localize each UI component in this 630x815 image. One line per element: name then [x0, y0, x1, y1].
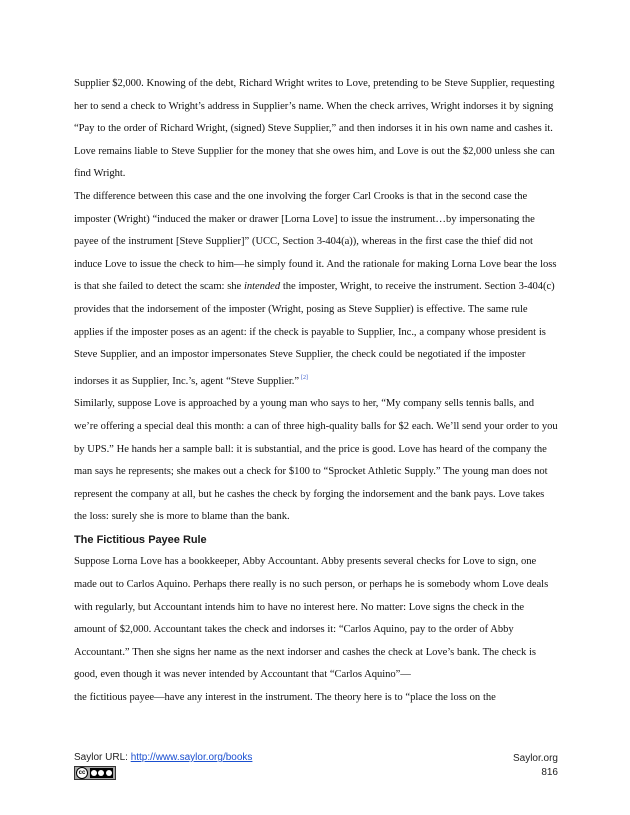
paragraph-4-text: Suppose Lorna Love has a bookkeeper, Abby Accountant. Abby presents several checks for Love to sign, one made out to Carlos Aquino. Perhaps there really is no such person, or perhaps he is somebody whom Love deals with regularly, but Accountant intends him to have no interest here. No matter: Love signs the check in the amount of $2,000. Accountant takes the check and indorses it: “Carlos Aquino, pay to the order of Abby Accountant.” Then she signs her name as the next indorser and cashes the check at Love’s bank. The check is good, even though it was never intended by Accountant that “Carlos Aquino”—	[74, 556, 549, 681]
section-heading: The Fictitious Payee Rule	[74, 533, 207, 546]
paragraph-1: Supplier $2,000. Knowing of the debt, Richard Wright writes to Love, pretending to be Steve Supplier, requesting her to send a check to Wright’s address in Supplier’s name. When the check arrives, Wright indorses it by signing “Pay to the order of Richard Wright, (signed) Steve Supplier,” and then indorses it in his own name and cashes it. Love remains liable to Steve Supplier for the money that she owes him, and Love is out the $2,000 unless she can find Wright.	[74, 78, 555, 180]
footnote-link[interactable]: [2]	[301, 374, 308, 381]
italic-word: intended	[243, 281, 281, 293]
paragraph-2	[74, 186, 558, 393]
footer-source	[74, 752, 252, 763]
page-footer	[74, 752, 558, 786]
paragraph-3: Similarly, suppose Love is approached by a young man who says to her, “My company sells tennis balls, and we’re offering a special deal this month: a can of three high-quality balls for $2 each. We’ll send your order to you by UPS.” He hands her a sample ball: it is substantial, and the price is good. Love has heard of the company the man says he represents; she makes out a check for $100 to “Sprocket Athletic Supply.” The young man does not represent the company at all, but he cashes the check by forging the indorsement and the bank pays. Love takes the loss: surely she is more to blame than the bank.	[74, 398, 558, 523]
paragraph-2-text-b: the imposter, Wright, to receive the instrument. Section 3-404(c) provides that the indorsement of the imposter (Wright, posing as Steve Supplier) is effective. The same rule applies if the imposter poses as an agent: if the check is payable to Supplier, Inc., a company whose president is Steve Supplier, and an impostor impersonates Steve Supplier, the check could be negotiated if the imposter indorses it as Supplier, Inc.’s, agent “Steve Supplier.”	[74, 281, 555, 387]
footer-right	[513, 752, 558, 780]
footer-url-link[interactable]: http://www.saylor.org/books	[130, 752, 253, 763]
paragraph-2-text-a: The difference between this case and the one involving the forger Carl Crooks is that in the second case the imposter (Wright) “induced the maker or drawer [Lorna Love] to issue the instrument…by impersonating the payee of the instrument [Steve Supplier]” (UCC, Section 3-404(a)), whereas in the first case the thief did not induce Love to issue the check to him—he simply found it. And the rationale for making Lorna Love bear the loss is that she failed to detect the scam: she	[74, 190, 557, 293]
paragraph-4	[74, 551, 558, 709]
footer-site: Saylor.org	[512, 753, 558, 764]
cc-license-icon[interactable]: cc	[74, 766, 116, 780]
page-number: 816	[541, 767, 558, 778]
paragraph-4-text-line2: the fictitious payee—have any interest in the instrument. The theory here is to “place the loss on the	[74, 692, 496, 704]
body-text	[74, 73, 558, 710]
footer-url-label: Saylor URL:	[74, 752, 131, 763]
